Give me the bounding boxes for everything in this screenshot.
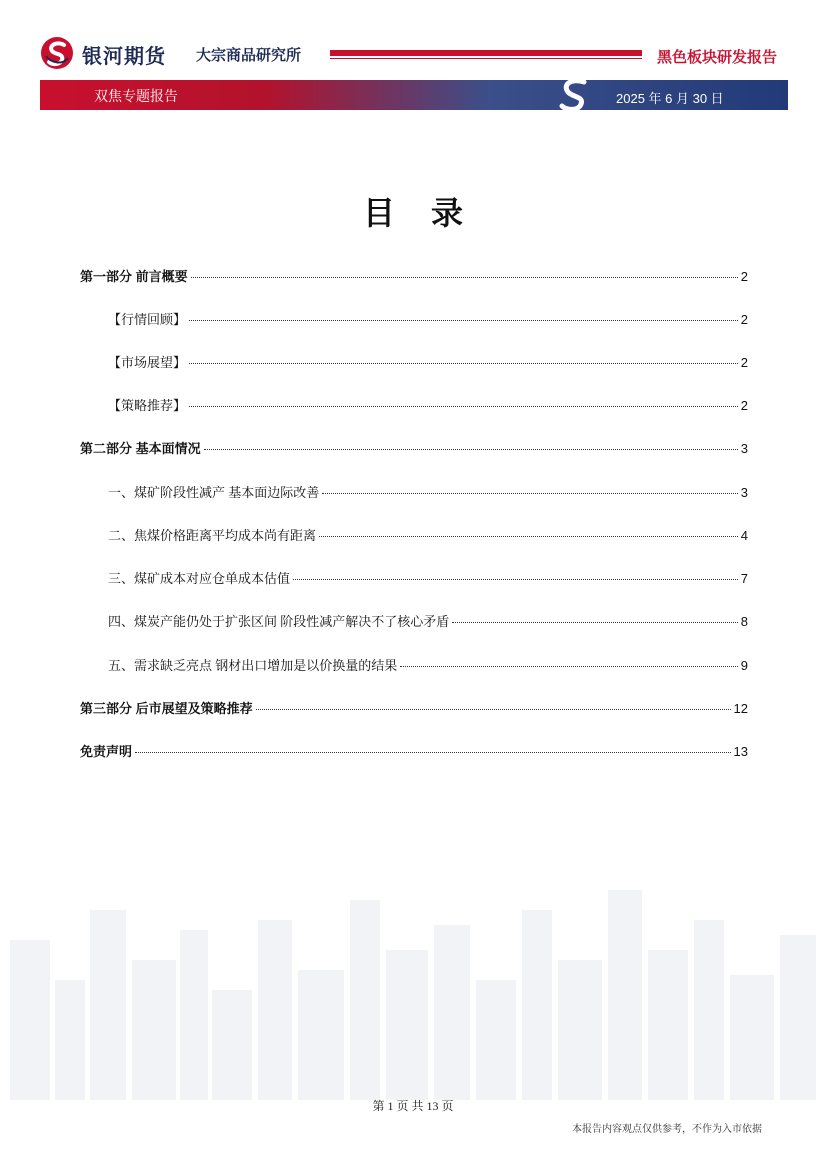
toc-leader [293,578,738,580]
toc-entry-page: 2 [740,312,748,327]
toc-leader [319,535,738,537]
toc-title: 目录 [362,194,499,232]
toc-entry-page: 2 [740,398,748,413]
footer-disclaimer: 本报告内容观点仅供参考，不作为入市依据 [572,1124,762,1135]
toc-leader [191,276,738,278]
toc-entry-label: 五、需求缺乏亮点 钢材出口增加是以价换量的结果 [108,658,398,673]
toc-entry-label: 四、煤炭产能仍处于扩张区间 阶段性减产解决不了核心矛盾 [108,614,450,629]
toc-leader [189,405,738,407]
toc-entry-label: 【策略推荐】 [108,398,187,413]
toc-entry[interactable] [80,438,748,458]
toc-entry-page: 9 [740,658,748,673]
toc-entry-label: 免责声明 [80,744,133,759]
toc-entry-label: 第二部分 基本面情况 [80,441,201,456]
report-type: 双焦专题报告 [94,88,178,104]
toc-entry-page: 2 [740,269,748,284]
toc-entry[interactable] [108,655,748,675]
banner-swoosh-icon [556,78,592,112]
toc-entry-page: 2 [740,355,748,370]
toc-leader [256,708,731,710]
toc-entry[interactable] [108,309,748,329]
header-rule-thin [330,58,642,59]
toc-entry[interactable] [108,395,748,415]
toc-entry-label: 三、煤矿成本对应仓单成本估值 [108,571,291,586]
page-indicator: 第 1 页 共 13 页 [372,1099,454,1113]
toc-entry-label: 第一部分 前言概要 [80,269,188,284]
toc-entry[interactable] [108,482,748,502]
toc-entry-label: 【行情回顾】 [108,312,187,327]
toc-entry-page: 13 [733,744,748,759]
toc-leader [204,448,738,450]
toc-entry-label: 二、焦煤价格距离平均成本尚有距离 [108,528,317,543]
toc-leader [322,492,738,494]
brand-name: 银河期货 [82,46,166,68]
series-title: 黑色板块研发报告 [657,49,778,66]
toc-leader [400,665,738,667]
toc-entry[interactable] [108,611,748,631]
skyline-watermark [0,880,826,1100]
toc-leader [452,621,738,623]
toc-entry-label: 第三部分 后市展望及策略推荐 [80,701,253,716]
toc-entry-page: 8 [740,614,748,629]
toc-entry[interactable] [108,525,748,545]
toc-entry-page: 3 [740,441,748,456]
toc-entry-page: 7 [740,571,748,586]
toc-entry[interactable] [108,568,748,588]
toc-entry-page: 3 [740,485,748,500]
toc-leader [189,362,738,364]
toc-entry[interactable] [80,741,748,761]
toc-entry[interactable] [80,698,748,718]
institute-name: 大宗商品研究所 [196,47,302,64]
toc-entry-label: 【市场展望】 [108,355,187,370]
toc-leader [189,319,738,321]
toc-entry-page: 12 [733,701,748,716]
report-date: 2025 年 6 月 30 日 [616,91,724,106]
toc-leader [135,751,731,753]
toc-entry-label: 一、煤矿阶段性减产 基本面边际改善 [108,485,320,500]
galaxy-logo-icon [40,36,74,70]
toc-entry-page: 4 [740,528,748,543]
toc-entry[interactable] [80,266,748,286]
header-rule [330,50,642,56]
toc-entry[interactable] [108,352,748,372]
